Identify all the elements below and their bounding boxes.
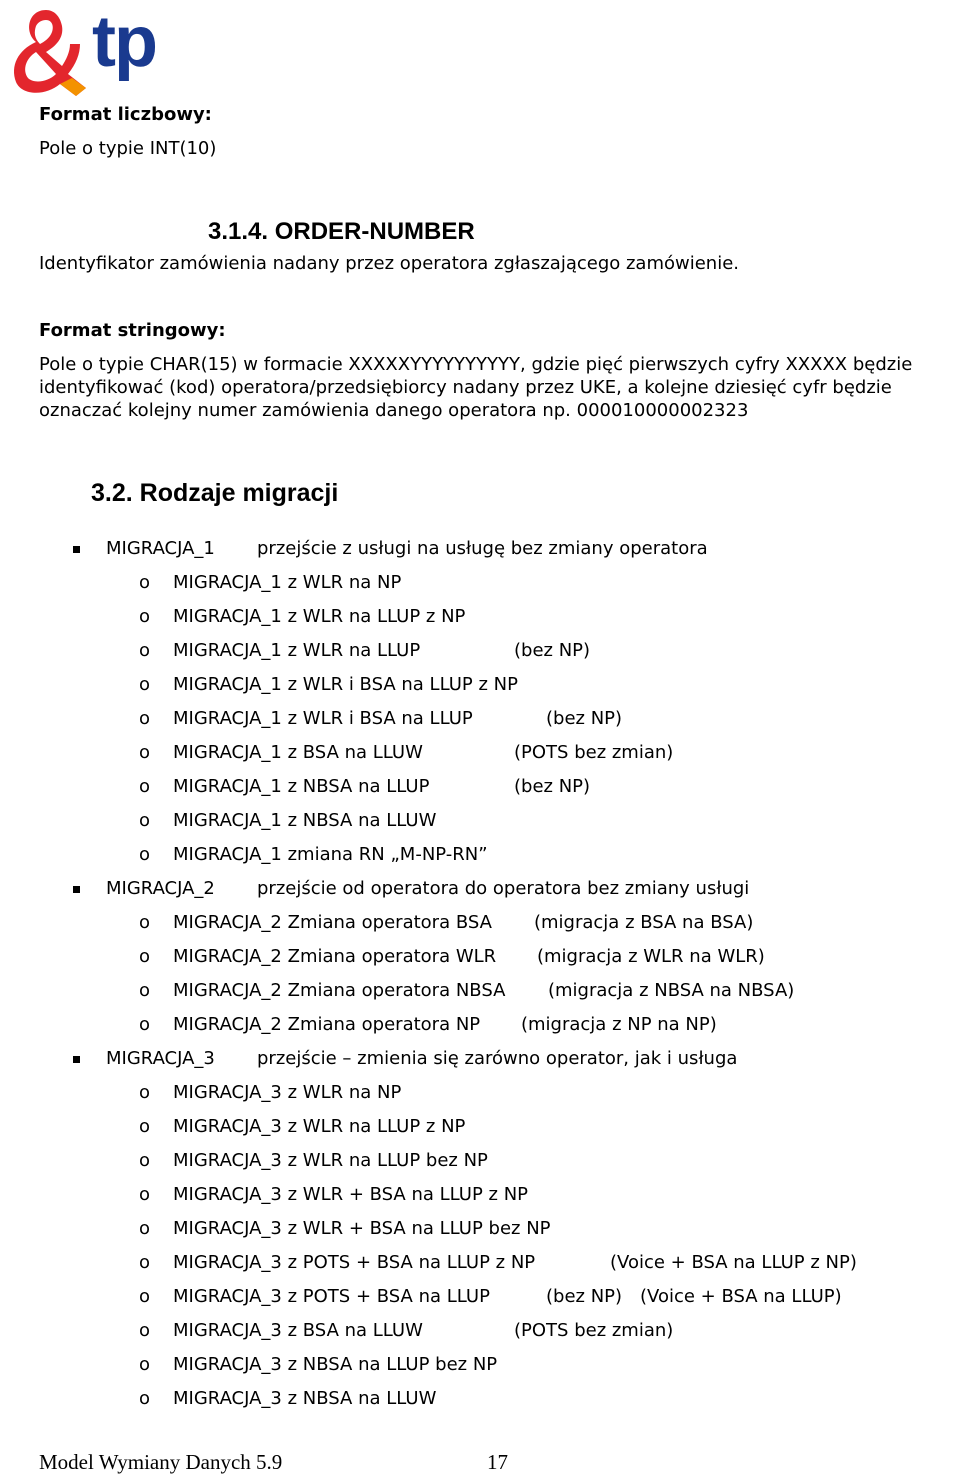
migration-item-note: (migracja z BSA na BSA) (534, 912, 754, 933)
migration-item-note: (Voice + BSA na LLUP z NP) (610, 1252, 857, 1273)
migration-item: MIGRACJA_1 z NBSA na LLUW (173, 810, 437, 831)
migration-item: MIGRACJA_1 z WLR i BSA na LLUP (173, 708, 473, 729)
circle-bullet-icon: o (139, 674, 151, 695)
migration-item: MIGRACJA_3 z WLR na NP (173, 1082, 402, 1103)
migration-group-description: przejście – zmienia się zarówno operator, jak i usługa (257, 1048, 738, 1069)
migration-group-name: MIGRACJA_1 (106, 538, 215, 559)
circle-bullet-icon: o (139, 844, 151, 865)
migration-item-note: (bez NP) (514, 776, 591, 797)
migration-item: MIGRACJA_1 z WLR na NP (173, 572, 402, 593)
migration-item: MIGRACJA_1 z WLR i BSA na LLUP z NP (173, 674, 518, 695)
circle-bullet-icon: o (139, 946, 151, 967)
migration-item-note: (migracja z NP na NP) (521, 1014, 717, 1035)
migration-item: MIGRACJA_3 z POTS + BSA na LLUP (173, 1286, 490, 1307)
migration-item: MIGRACJA_3 z BSA na LLUW (173, 1320, 423, 1341)
migration-item-note: (bez NP) (546, 1286, 623, 1307)
circle-bullet-icon: o (139, 776, 151, 797)
string-format-line: identyfikować (kod) operatora/przedsiębiorcy nadany przez UKE, a kolejne dziesięć cyfr będzie (39, 377, 892, 398)
numeric-format-text: Pole o typie INT(10) (39, 138, 217, 159)
circle-bullet-icon: o (139, 1354, 151, 1375)
migration-item: MIGRACJA_1 z NBSA na LLUP (173, 776, 430, 797)
migration-group-name: MIGRACJA_3 (106, 1048, 215, 1069)
numeric-format-heading: Format liczbowy: (39, 104, 212, 125)
circle-bullet-icon: o (139, 1218, 151, 1239)
circle-bullet-icon: o (139, 606, 151, 627)
migration-item: MIGRACJA_1 z WLR na LLUP (173, 640, 421, 661)
migration-item-note: (POTS bez zmian) (514, 1320, 674, 1341)
circle-bullet-icon: o (139, 1184, 151, 1205)
circle-bullet-icon: o (139, 1388, 151, 1409)
migration-item: MIGRACJA_3 z WLR na LLUP z NP (173, 1116, 466, 1137)
footer-document-title: Model Wymiany Danych 5.9 (39, 1450, 283, 1474)
migration-item-note: (bez NP) (514, 640, 591, 661)
migration-item-note: (POTS bez zmian) (514, 742, 674, 763)
migration-item: MIGRACJA_2 Zmiana operatora NP (173, 1014, 481, 1035)
circle-bullet-icon: o (139, 640, 151, 661)
circle-bullet-icon: o (139, 1252, 151, 1273)
circle-bullet-icon: o (139, 1082, 151, 1103)
migration-item: MIGRACJA_3 z NBSA na LLUW (173, 1388, 437, 1409)
migration-item: MIGRACJA_3 z POTS + BSA na LLUP z NP (173, 1252, 536, 1273)
tp-logo (6, 2, 166, 98)
circle-bullet-icon: o (139, 912, 151, 933)
circle-bullet-icon: o (139, 1150, 151, 1171)
migration-item: MIGRACJA_1 z BSA na LLUW (173, 742, 423, 763)
circle-bullet-icon: o (139, 742, 151, 763)
migration-group-name: MIGRACJA_2 (106, 878, 215, 899)
square-bullet-icon (73, 546, 80, 553)
circle-bullet-icon: o (139, 708, 151, 729)
tp-wordmark: tp (92, 2, 156, 82)
migration-item-note: (migracja z WLR na WLR) (537, 946, 765, 967)
circle-bullet-icon: o (139, 1320, 151, 1341)
migration-item: MIGRACJA_2 Zmiana operatora WLR (173, 946, 497, 967)
migration-item-note: (Voice + BSA na LLUP) (640, 1286, 842, 1307)
migration-item: MIGRACJA_1 z WLR na LLUP z NP (173, 606, 466, 627)
migration-item: MIGRACJA_1 zmiana RN „M-NP-RN” (173, 844, 488, 865)
string-format-heading: Format stringowy: (39, 320, 226, 341)
circle-bullet-icon: o (139, 1014, 151, 1035)
circle-bullet-icon: o (139, 980, 151, 1001)
string-format-line: oznaczać kolejny numer zamówienia danego operatora np. 000010000002323 (39, 400, 749, 421)
square-bullet-icon (73, 886, 80, 893)
migration-item: MIGRACJA_3 z WLR + BSA na LLUP z NP (173, 1184, 529, 1205)
migration-item: MIGRACJA_3 z WLR na LLUP bez NP (173, 1150, 488, 1171)
migration-item-note: (bez NP) (546, 708, 623, 729)
migration-group-description: przejście z usługi na usługę bez zmiany operatora (257, 538, 708, 559)
section-32-title: 3.2. Rodzaje migracji (91, 479, 339, 507)
circle-bullet-icon: o (139, 572, 151, 593)
migration-item-note: (migracja z NBSA na NBSA) (548, 980, 795, 1001)
migration-group-description: przejście od operatora do operatora bez zmiany usługi (257, 878, 750, 899)
circle-bullet-icon: o (139, 1116, 151, 1137)
circle-bullet-icon: o (139, 1286, 151, 1307)
section-314-description: Identyfikator zamówienia nadany przez operatora zgłaszającego zamówienie. (39, 253, 740, 274)
migration-item: MIGRACJA_2 Zmiana operatora BSA (173, 912, 492, 933)
square-bullet-icon (73, 1056, 80, 1063)
migration-item: MIGRACJA_2 Zmiana operatora NBSA (173, 980, 506, 1001)
circle-bullet-icon: o (139, 810, 151, 831)
string-format-line: Pole o typie CHAR(15) w formacie XXXXXYYYYYYYYYY, gdzie pięć pierwszych cyfry XXXXX będzie (39, 354, 913, 375)
section-314-title: 3.1.4. ORDER-NUMBER (208, 218, 475, 245)
migration-item: MIGRACJA_3 z WLR + BSA na LLUP bez NP (173, 1218, 551, 1239)
footer-page-number: 17 (487, 1450, 508, 1474)
migration-item: MIGRACJA_3 z NBSA na LLUP bez NP (173, 1354, 498, 1375)
